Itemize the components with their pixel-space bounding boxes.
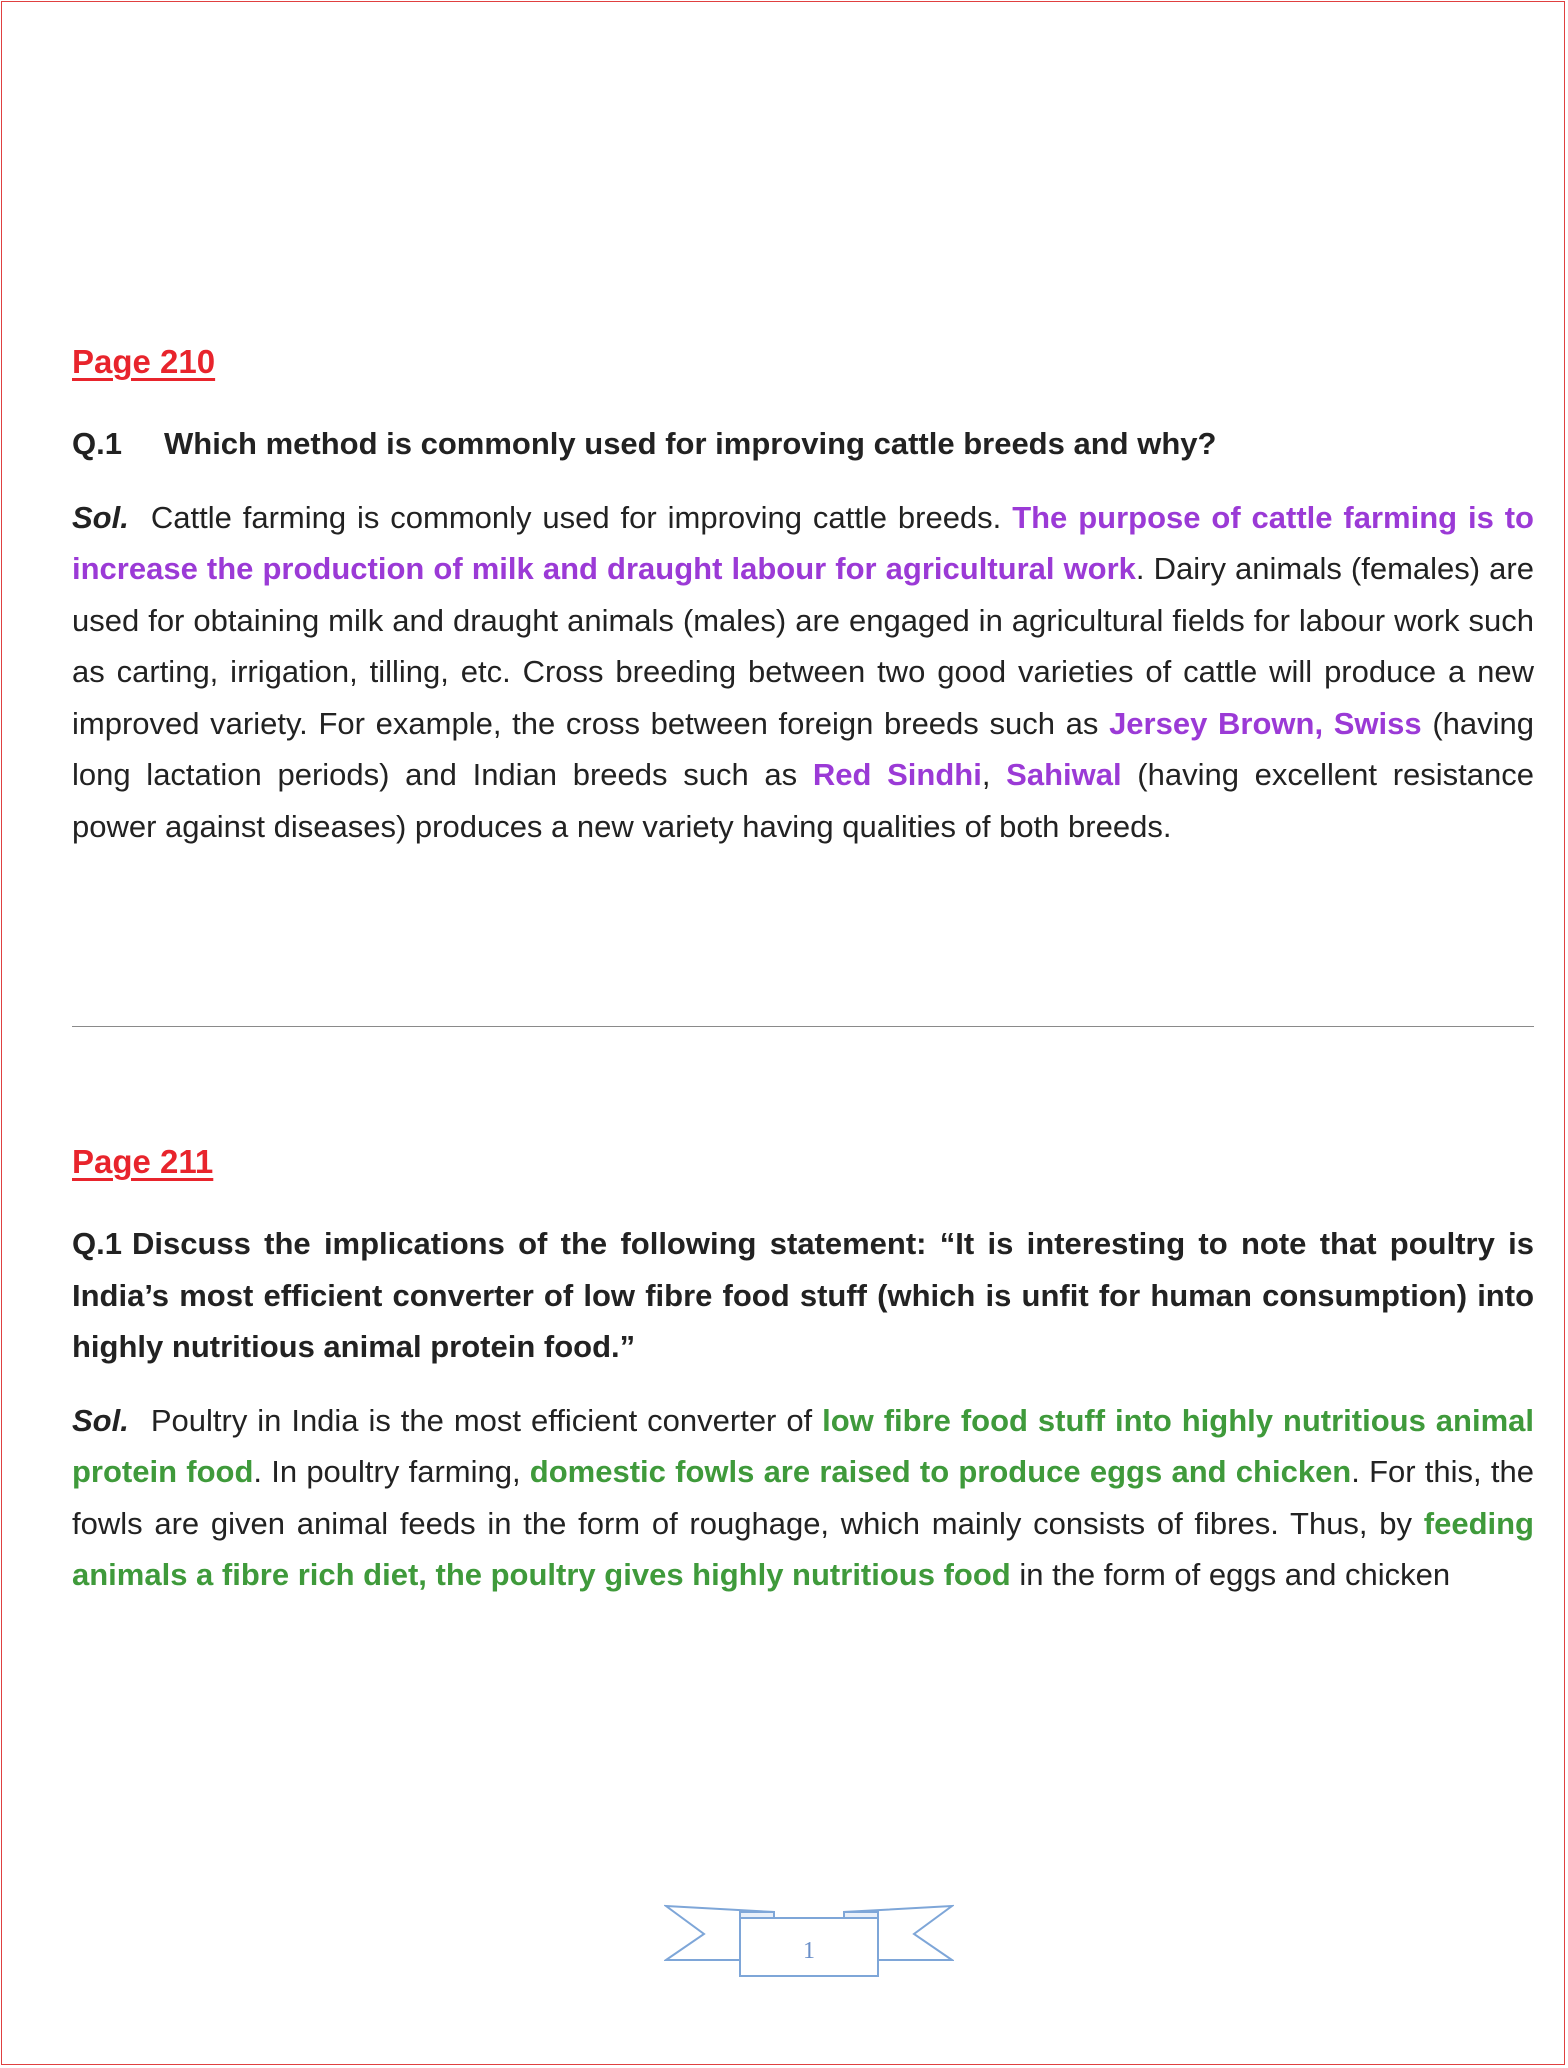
highlight-text: Red Sindhi xyxy=(812,757,982,792)
question-text: Which method is commonly used for improving cattle breeds and why? xyxy=(164,426,1217,461)
answer-text: Cattle farming is commonly used for improving cattle breeds. xyxy=(150,499,1013,535)
answer-text: . Dairy animals (females) are used for obtaining milk and draught animals (males) are engaged in agricultural fields for labour work such as carting, irrigation, tilling, etc. Cross breeding between two good varieties of cattle will produce a new improved variety. For example, the cross between foreign breeds such as xyxy=(72,551,1534,741)
question-number: Q.1 xyxy=(72,1226,122,1261)
sol-label: Sol. xyxy=(72,499,129,535)
section-divider xyxy=(72,1026,1534,1027)
question xyxy=(72,1218,1534,1373)
answer-text: . For this, the fowls are given animal feeds in the form of roughage, which mainly consists of fibres. Thus, by xyxy=(72,1454,1534,1541)
answer-text: (having excellent resistance power against diseases) produces a new variety having qualities of both breeds. xyxy=(72,757,1534,844)
answer xyxy=(72,492,1534,853)
question xyxy=(72,418,1534,470)
answer-text: (having long lactation periods) and Indian breeds such as xyxy=(72,705,1534,792)
highlight-text: The purpose of cattle farming is to increase the production of milk and draught labour for agricultural work xyxy=(72,499,1534,586)
answer xyxy=(72,1395,1534,1601)
answer-text: . In poultry farming, xyxy=(253,1454,530,1489)
highlight-text: low fibre food stuff into highly nutritious animal protein food xyxy=(72,1402,1534,1489)
section-page-211 xyxy=(72,1136,1534,1601)
highlight-text: feeding animals a fibre rich diet, the poultry gives highly nutritious food xyxy=(72,1505,1534,1592)
page-label: Page 210 xyxy=(72,343,216,380)
highlight-text: Sahiwal xyxy=(1006,757,1122,792)
highlight-text: Jersey Brown, Swiss xyxy=(1109,705,1422,741)
answer-text: Poultry in India is the most efficient converter of xyxy=(150,1402,823,1438)
highlight-text: domestic fowls are raised to produce eggs and chicken xyxy=(529,1454,1352,1489)
answer-text: , xyxy=(981,757,1007,792)
question-text: Discuss the implications of the following statement: “It is interesting to note that poultry is India’s most efficient converter of low fibre food stuff (which is unfit for human consumption) into highly nutritious animal protein food.” xyxy=(72,1226,1534,1364)
page-label: Page 211 xyxy=(72,1143,214,1180)
answer-text: in the form of eggs and chicken xyxy=(1010,1557,1451,1592)
page-border xyxy=(1,1,1565,2065)
sol-label: Sol. xyxy=(72,1402,129,1438)
page-number: 1 xyxy=(803,1938,815,1964)
section-page-210 xyxy=(72,336,1534,852)
question-number: Q.1 xyxy=(72,426,122,461)
